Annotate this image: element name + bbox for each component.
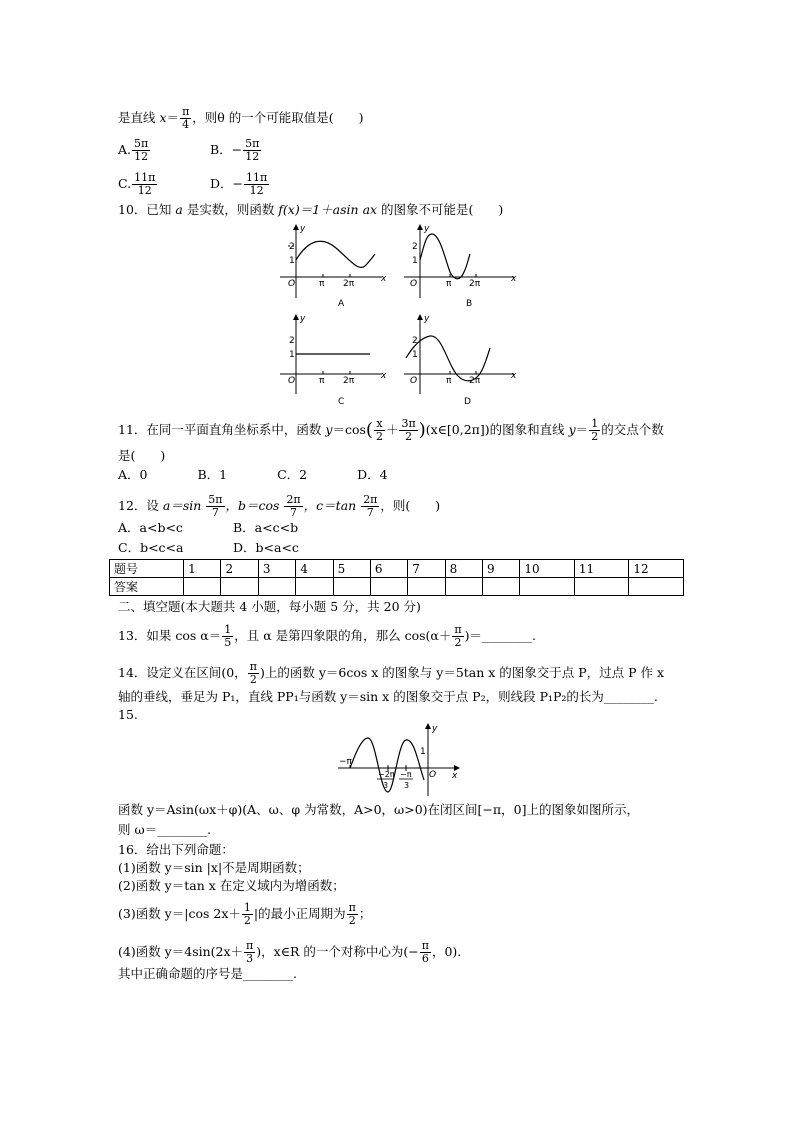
answer-table-header-row: [110, 560, 684, 578]
answer-table-number: 5: [333, 560, 370, 578]
answer-table-number: 6: [370, 560, 407, 578]
graph-label-a: A: [338, 299, 345, 309]
q13-stem: 13．如果 cos α＝ $\frac{1}{5}$ ，且 α 是第四象限的角，那么 cos(α＋ $\frac{\pi}{2}$ )＝________.: [118, 623, 536, 649]
q16-final: 其中正确命题的序号是________.: [118, 966, 297, 981]
answer-table-number: 9: [483, 560, 520, 578]
svg-text:y: y: [432, 724, 438, 734]
q10-graph-a: [272, 222, 392, 310]
q11-stem: 11．在同一平面直角坐标系中，函数 y＝cos( $\frac{x}{2}$ ＋ $\frac{3\pi}{2}$ )(x∈[0,2π])的图象和直线 y＝ $\frac{1}{2}$ 的交点个数: [118, 417, 664, 443]
svg-text:O: O: [288, 279, 296, 289]
svg-text:2: 2: [289, 242, 295, 252]
svg-text:1: 1: [412, 256, 418, 266]
q9-stem-tail: 是直线 x＝ $\frac{\pi}{4}$ ，则θ 的一个可能取值是( ): [118, 105, 364, 131]
answer-table: [109, 559, 684, 596]
svg-text:y: y: [424, 314, 430, 324]
q10-graph-b: [398, 222, 518, 310]
svg-text:3: 3: [404, 781, 410, 790]
svg-text:x: x: [381, 274, 387, 284]
fraction-pi-over-4: $\frac{\pi}{4}$: [182, 105, 190, 131]
answer-cell[interactable]: [296, 578, 333, 596]
q9-option-a: A. $\frac{5\pi}{12}$: [118, 137, 149, 163]
svg-text:O: O: [410, 279, 418, 289]
answer-table-number: 8: [445, 560, 482, 578]
q12-option-b: B．a<c<b: [233, 520, 299, 535]
svg-text:1: 1: [289, 256, 295, 266]
q9-option-b: B．− $\frac{5\pi}{12}$: [210, 137, 260, 163]
answer-table-number: 10: [520, 560, 575, 578]
svg-text:1: 1: [289, 350, 295, 360]
axis-y-label: y: [300, 224, 306, 234]
svg-text:2: 2: [289, 336, 295, 346]
answer-cell[interactable]: [258, 578, 295, 596]
answer-table-number: 3: [258, 560, 295, 578]
q9-option-d: D．− $\frac{11\pi}{12}$: [210, 171, 268, 197]
answer-table-number: 12: [629, 560, 684, 578]
answer-table-number: 4: [296, 560, 333, 578]
answer-cell[interactable]: [574, 578, 629, 596]
q12-option-a: A．a<b<c: [118, 520, 183, 535]
svg-text:−2π: −2π: [378, 770, 395, 779]
q16-proposition-2: (2)函数 y＝tan x 在定义域内为增函数；: [118, 878, 345, 893]
svg-text:O: O: [410, 376, 418, 386]
svg-text:x: x: [511, 274, 517, 284]
svg-text:1: 1: [412, 350, 418, 360]
graph-label-c: C: [338, 397, 345, 407]
svg-text:x: x: [511, 371, 517, 381]
q9-option-c: C. $\frac{11\pi}{12}$: [118, 171, 156, 197]
q16-proposition-3: (3)函数 y＝|cos 2x＋ $\frac{1}{2}$ |的最小正周期为 $\frac{\pi}{2}$ ；: [118, 901, 372, 927]
answer-cell[interactable]: [483, 578, 520, 596]
answer-cell[interactable]: [629, 578, 684, 596]
q12-stem: 12．设 a＝sin $\frac{5\pi}{7}$ ，b＝cos $\frac{2\pi}{7}$ ，c＝tan $\frac{2\pi}{7}$ ，则( ): [118, 493, 441, 519]
q12-option-c: C．b<c<a: [118, 540, 184, 555]
svg-text:O: O: [429, 770, 437, 780]
section-2-title: 二、填空题(本大题共 4 小题，每小题 5 分，共 20 分): [118, 599, 421, 614]
answer-cell[interactable]: [221, 578, 258, 596]
svg-text:y: y: [424, 224, 430, 234]
graph-label-d: D: [464, 397, 471, 407]
svg-text:2: 2: [412, 242, 418, 252]
svg-text:3: 3: [383, 781, 389, 790]
q11-stem-line2: 是( ): [118, 448, 166, 463]
answer-cell[interactable]: [408, 578, 445, 596]
answer-cell[interactable]: [333, 578, 370, 596]
q15-graph: [334, 722, 464, 800]
graph-label-b: B: [466, 299, 473, 309]
answer-table-number: 1: [184, 560, 221, 578]
q15-stem: 函数 y＝Asin(ωx＋φ)(A、ω、φ 为常数，A>0，ω>0)在闭区间[−π，0]上的图象如图所示，: [118, 802, 639, 817]
svg-text:x: x: [452, 771, 458, 781]
answer-table-number: 2: [221, 560, 258, 578]
svg-text:2π: 2π: [469, 279, 481, 289]
q10-graph-c: [272, 312, 392, 408]
q16-proposition-4: (4)函数 y＝4sin(2x＋ $\frac{\pi}{3}$ )，x∈R 的一个对称中心为(− $\frac{\pi}{6}$ ，0).: [118, 939, 462, 965]
svg-text:x: x: [381, 371, 387, 381]
answer-table-header-label: 题号: [110, 560, 184, 578]
svg-text:2π: 2π: [343, 279, 355, 289]
svg-text:π: π: [319, 376, 325, 386]
svg-text:π: π: [446, 279, 452, 289]
svg-text:O: O: [288, 376, 296, 386]
svg-text:π: π: [319, 279, 325, 289]
q15-number: 15.: [118, 707, 138, 722]
svg-text:−π: −π: [400, 770, 412, 779]
answer-table-answer-row: [110, 578, 684, 596]
q12-option-d: D．b<a<c: [233, 540, 299, 555]
answer-cell[interactable]: [184, 578, 221, 596]
q10-stem: 10．已知 a 是实数，则函数 f(x)＝1＋asin ax 的图象不可能是( ): [118, 202, 504, 217]
svg-text:π: π: [446, 376, 452, 386]
svg-text:2π: 2π: [343, 376, 355, 386]
answer-cell[interactable]: [520, 578, 575, 596]
svg-text:1: 1: [420, 747, 426, 757]
q16-proposition-1: (1)函数 y＝sin |x|不是周期函数；: [118, 860, 310, 875]
q10-graph-d: [398, 312, 518, 408]
q15-stem-line2: 则 ω＝________.: [118, 822, 212, 837]
q11-options: A．0 B．1 C．2 D．4: [118, 467, 388, 482]
q14-stem: 14．设定义在区间(0， $\frac{\pi}{2}$ )上的函数 y＝6cos x 的图象与 y＝5tan x 的图象交于点 P，过点 P 作 x: [118, 660, 665, 686]
svg-text:2: 2: [412, 336, 418, 346]
answer-table-number: 11: [574, 560, 629, 578]
answer-cell[interactable]: [370, 578, 407, 596]
answer-table-answer-label: 答案: [110, 578, 184, 596]
svg-text:−π: −π: [339, 757, 352, 767]
svg-text:y: y: [300, 314, 306, 324]
q14-stem-line2: 轴的垂线，垂足为 P₁，直线 PP₁与函数 y＝sin x 的图象交于点 P₂，则线段 P₁P₂的长为________.: [118, 689, 658, 704]
answer-table-number: 7: [408, 560, 445, 578]
q16-intro: 16．给出下列命题：: [118, 842, 234, 857]
svg-text:2π: 2π: [469, 376, 481, 386]
answer-cell[interactable]: [445, 578, 482, 596]
